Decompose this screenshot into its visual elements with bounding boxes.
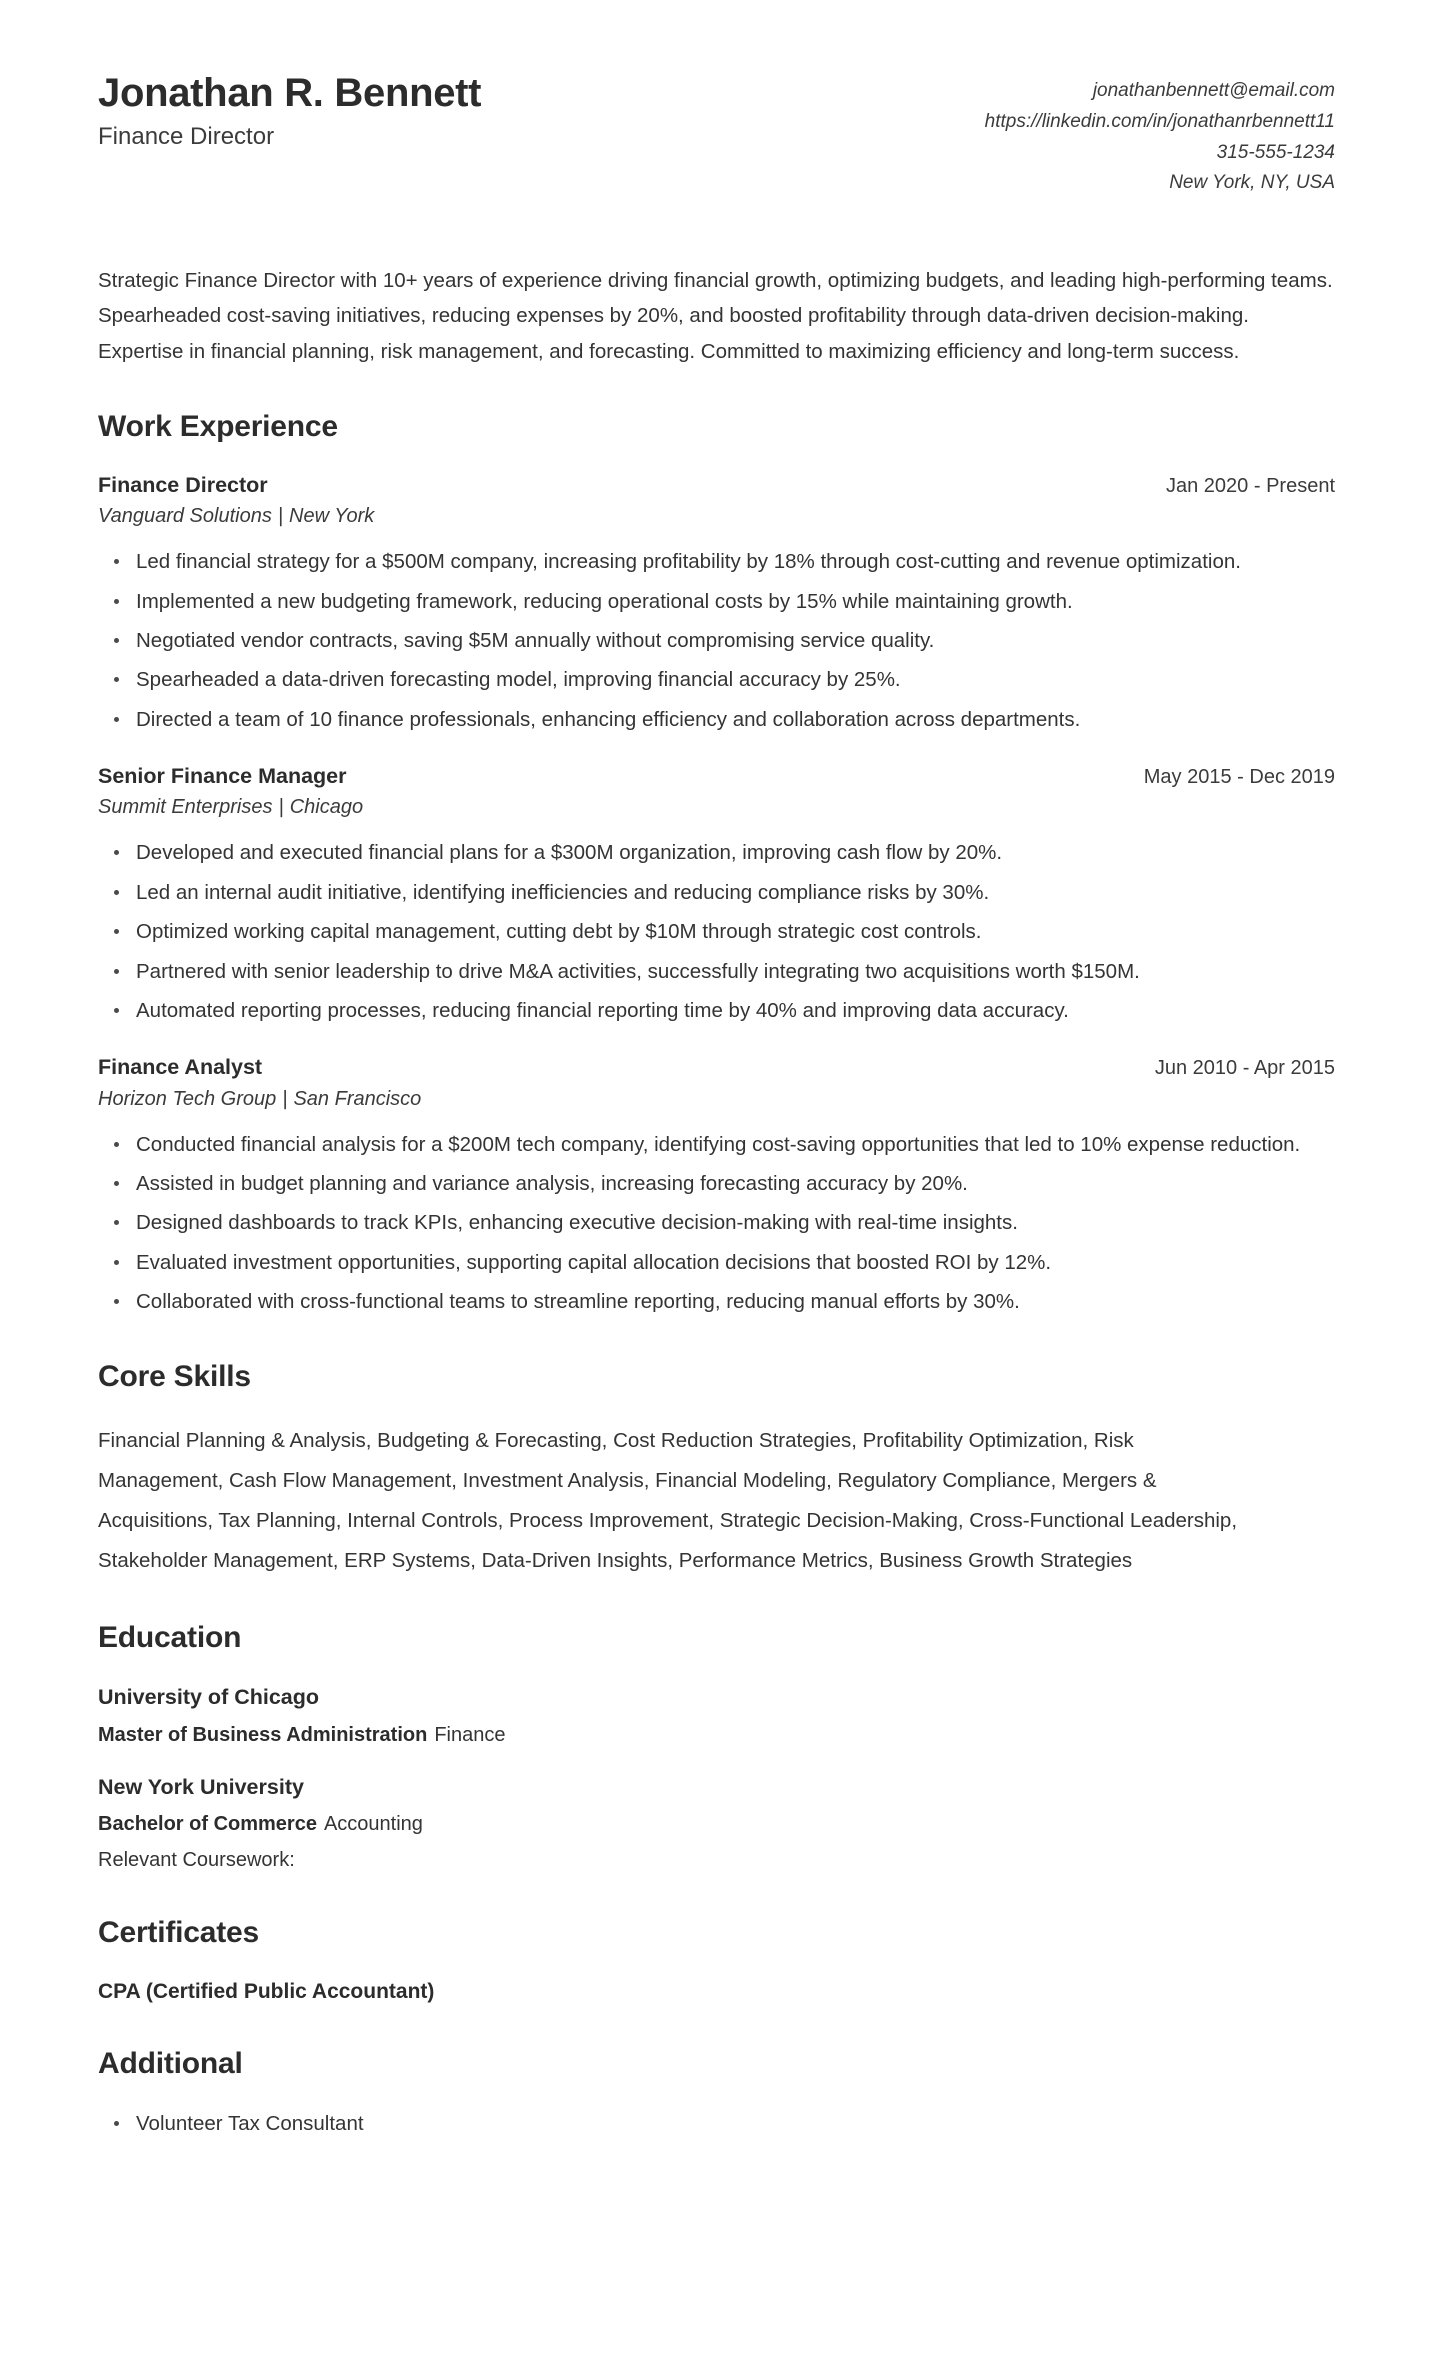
experience-bullet: Led financial strategy for a $500M company, increasing profitability by 18% through cost-cutting and revenue optimization. — [132, 546, 1335, 578]
experience-entry-header — [98, 471, 1335, 499]
section-title-core-skills: Core Skills — [98, 1359, 251, 1393]
experience-position: Finance Director — [98, 472, 268, 497]
experience-position: Senior Finance Manager — [98, 764, 347, 789]
experience-bullet: Evaluated investment opportunities, supporting capital allocation decisions that boosted ROI by 12%. — [132, 1247, 1335, 1279]
experience-entry-header — [98, 762, 1335, 790]
experience-bullet: Directed a team of 10 finance professionals, enhancing efficiency and collaboration across departments. — [132, 704, 1335, 736]
core-skills-text: Financial Planning & Analysis, Budgeting & Forecasting, Cost Reduction Strategies, Profitability Optimization, Risk Management, Cash Flow Management, Investment Analysis, Financial Modeling, Regulatory Compliance, Mergers & Acquisitions, Tax Planning, Internal Controls, Process Improvement, Strategic Decision-Making, Cross-Functional Leadership, Stakeholder Management, ERP Systems, Data-Driven Insights, Performance Metrics, Business Growth Strategies — [98, 1428, 1238, 1572]
experience-separator: | — [278, 796, 284, 819]
experience-dates: Jun 2010 - Apr 2015 — [1154, 1057, 1335, 1080]
professional-summary: Strategic Finance Director with 10+ years of experience driving financial growth, optimizing budgets, and leading high-performing teams. Spearheaded cost-saving initiatives, reducing expenses by 20%, and boosted profitability through data-driven decision-making. Expertise in financial planning, risk management, and forecasting. Committed to maximizing efficiency and long-term success. — [98, 269, 1333, 363]
contact-block — [985, 62, 1335, 199]
experience-entry — [98, 471, 1335, 736]
experience-separator: | — [282, 1087, 288, 1110]
section-education — [98, 1620, 1335, 1874]
experience-bullet: Implemented a new budgeting framework, reducing operational costs by 15% while maintaining growth. — [132, 586, 1335, 618]
contact-phone[interactable]: 315-555-1234 — [1216, 141, 1335, 163]
section-certificates — [98, 1915, 1335, 2006]
experience-separator: | — [277, 505, 284, 528]
experience-bullet: Partnered with senior leadership to drive M&A activities, successfully integrating two acquisitions worth $150M. — [132, 956, 1335, 988]
education-school: New York University — [98, 1774, 304, 1799]
education-field: Accounting — [323, 1812, 423, 1835]
education-degree: Master of Business Administration — [98, 1723, 428, 1746]
experience-location: San Francisco — [293, 1087, 422, 1110]
section-title-additional: Additional — [98, 2047, 243, 2081]
additional-bullet-list — [98, 2108, 1335, 2140]
experience-location: New York — [289, 505, 375, 528]
header-identity — [98, 62, 481, 152]
contact-email[interactable]: jonathanbennett@email.com — [1092, 80, 1335, 101]
experience-company: Horizon Tech Group — [98, 1087, 277, 1110]
education-degree: Bachelor of Commerce — [98, 1812, 317, 1835]
experience-bullet: Optimized working capital management, cutting debt by $10M through strategic cost controls. — [132, 916, 1335, 948]
education-school: University of Chicago — [98, 1685, 320, 1710]
experience-company: Vanguard Solutions — [98, 505, 272, 528]
experience-location: Chicago — [289, 796, 364, 819]
experience-bullet: Led an internal audit initiative, identifying inefficiencies and reducing compliance risks by 30%. — [132, 877, 1335, 909]
additional-bullet: Volunteer Tax Consultant — [132, 2108, 1335, 2140]
candidate-name: Jonathan R. Bennett — [98, 71, 482, 115]
experience-company: Summit Enterprises — [98, 796, 273, 819]
education-coursework-label: Relevant Coursework: — [98, 1848, 295, 1871]
education-degree-line — [98, 1721, 1335, 1750]
experience-entry — [98, 1053, 1335, 1318]
education-entry — [98, 1772, 1335, 1875]
experience-dates: Jan 2020 - Present — [1166, 474, 1335, 497]
section-title-work-experience: Work Experience — [98, 409, 338, 443]
experience-position: Finance Analyst — [98, 1055, 263, 1080]
experience-company-location — [98, 794, 1335, 821]
education-degree-line — [98, 1810, 1335, 1839]
experience-bullet-list — [98, 546, 1335, 736]
certificate-item: CPA (Certified Public Accountant) — [98, 1979, 435, 2003]
experience-bullet: Spearheaded a data-driven forecasting model, improving financial accuracy by 25%. — [132, 664, 1335, 696]
experience-dates: May 2015 - Dec 2019 — [1143, 766, 1335, 789]
experience-bullet: Developed and executed financial plans for a $300M organization, improving cash flow by 20%. — [132, 837, 1335, 869]
resume-header — [98, 62, 1335, 199]
experience-bullet: Designed dashboards to track KPIs, enhancing executive decision-making with real-time insights. — [132, 1207, 1335, 1239]
experience-entry — [98, 762, 1335, 1027]
experience-bullet: Automated reporting processes, reducing financial reporting time by 40% and improving data accuracy. — [132, 995, 1335, 1027]
education-field: Finance — [434, 1723, 506, 1746]
section-title-certificates: Certificates — [98, 1915, 260, 1949]
experience-bullet-list — [98, 1129, 1335, 1319]
experience-company-location — [98, 1086, 1335, 1113]
candidate-headline: Finance Director — [98, 123, 275, 151]
section-additional — [98, 2046, 1335, 2140]
experience-bullet: Conducted financial analysis for a $200M tech company, identifying cost-saving opportunities that led to 10% expense reduction. — [132, 1129, 1335, 1161]
experience-bullet-list — [98, 837, 1335, 1027]
experience-bullet: Collaborated with cross-functional teams to streamline reporting, reducing manual efforts by 30%. — [132, 1286, 1335, 1318]
education-entry — [98, 1682, 1335, 1749]
contact-linkedin-url[interactable]: https://linkedin.com/in/jonathanrbennett11 — [984, 110, 1335, 132]
contact-location: New York, NY, USA — [1169, 172, 1335, 194]
experience-company-location — [98, 503, 1335, 530]
experience-bullet: Negotiated vendor contracts, saving $5M annually without compromising service quality. — [132, 625, 1335, 657]
experience-entry-header — [98, 1053, 1335, 1081]
experience-bullet: Assisted in budget planning and variance analysis, increasing forecasting accuracy by 20%. — [132, 1168, 1335, 1200]
section-work-experience — [98, 409, 1335, 1319]
section-title-education: Education — [98, 1621, 242, 1655]
section-core-skills — [98, 1359, 1335, 1581]
